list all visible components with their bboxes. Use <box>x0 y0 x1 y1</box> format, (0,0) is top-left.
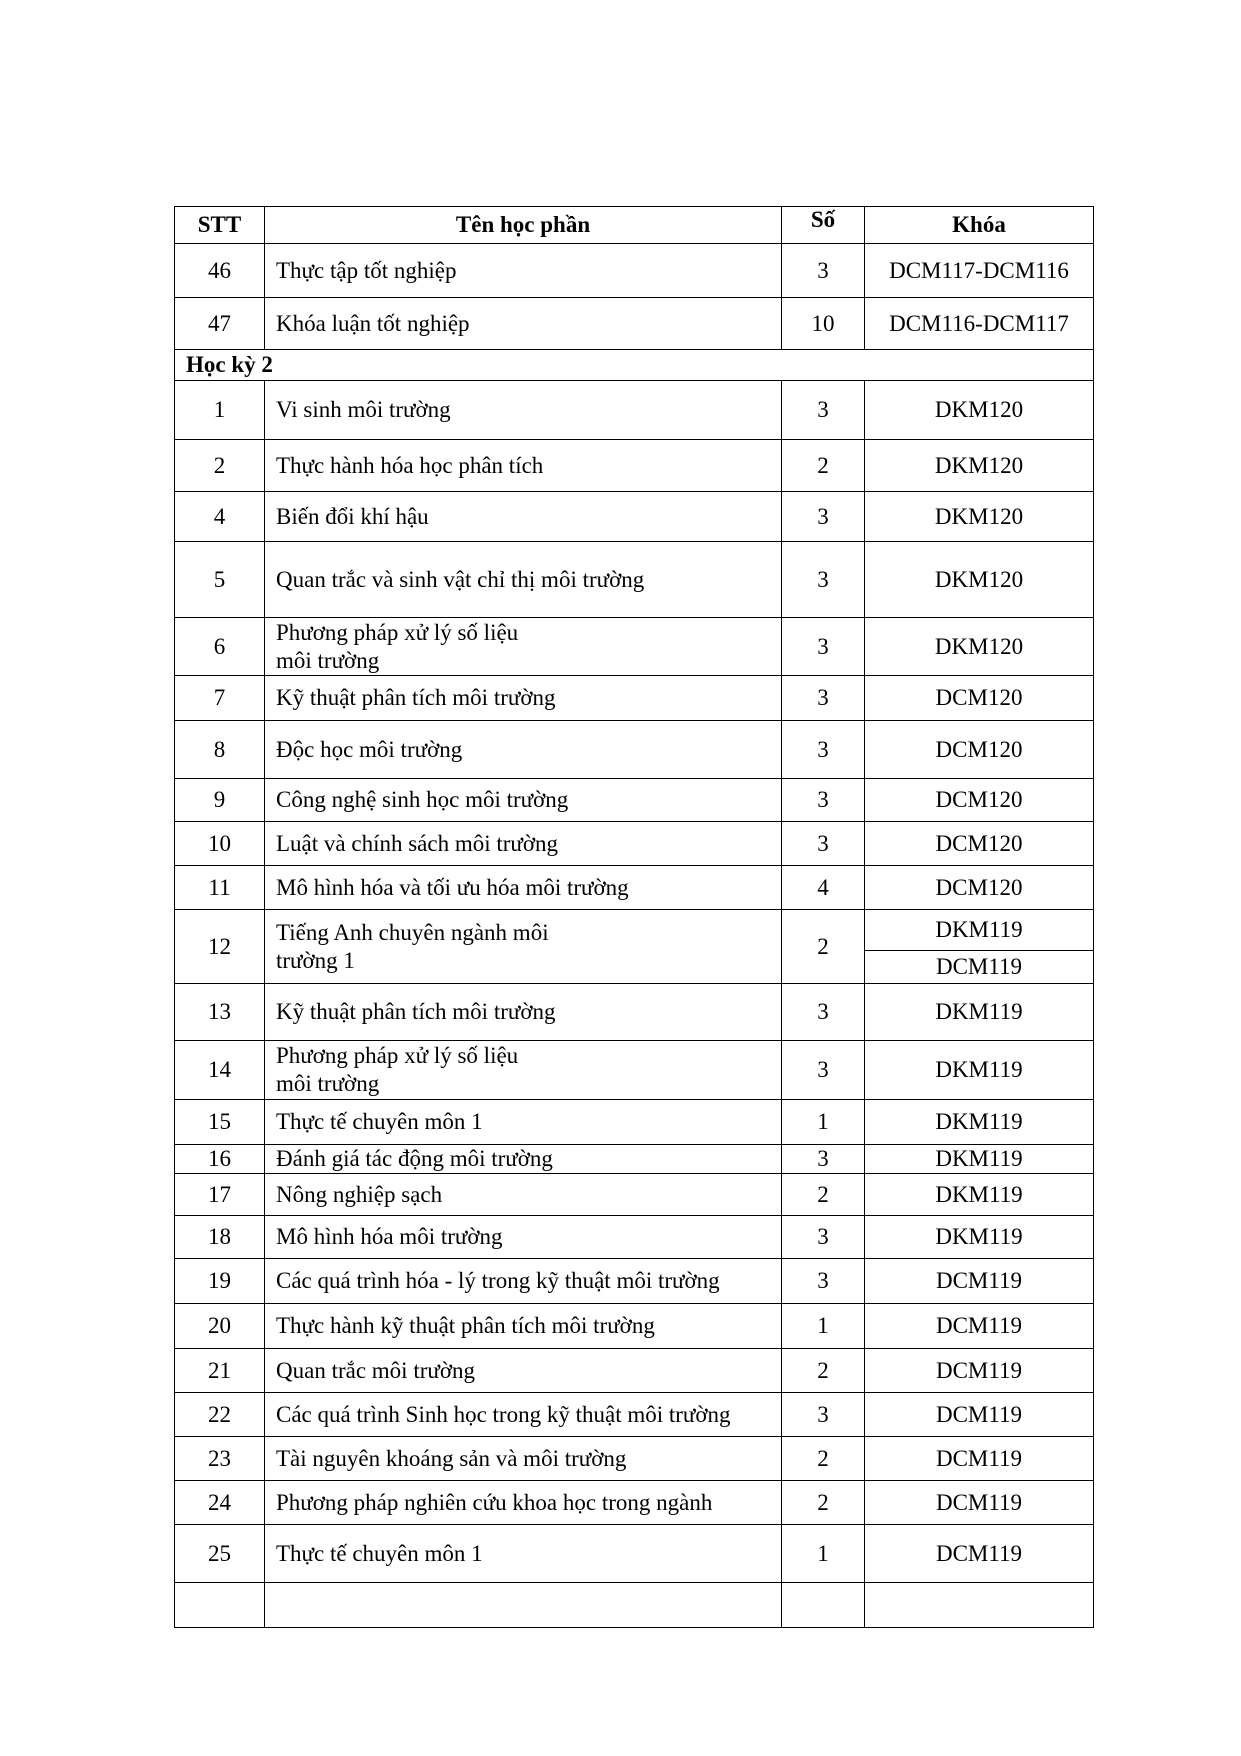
cell-so: 3 <box>782 822 865 866</box>
table-row <box>175 1437 1094 1481</box>
cell-so: 1 <box>782 1525 865 1583</box>
table-row <box>175 1481 1094 1525</box>
cell-name-line1: Thực tế chuyên môn 1 <box>276 1540 483 1566</box>
cell-khoa: DCM120 <box>865 866 1094 910</box>
cell-khoa: DKM119 <box>865 1216 1094 1259</box>
cell-name-line1: Phương pháp xử lý số liệu <box>276 619 519 645</box>
cell-name: Luật và chính sách môi trường <box>265 822 782 866</box>
cell-so: 3 <box>782 244 865 298</box>
cell-khoa: DKM120 <box>865 542 1094 618</box>
header-khoa: Khóa <box>865 207 1094 244</box>
table-row <box>175 1393 1094 1437</box>
cell-so: 1 <box>782 1100 865 1145</box>
cell-khoa <box>865 910 1094 984</box>
cell-name: Các quá trình Sinh học trong kỹ thuật môi trường <box>265 1393 782 1437</box>
cell-name: Kỹ thuật phân tích môi trường <box>265 984 782 1041</box>
cell-so: 3 <box>782 1259 865 1304</box>
cell-name-line2: trường 1 <box>276 947 355 973</box>
cell-name: Mô hình hóa và tối ưu hóa môi trường <box>265 866 782 910</box>
cell-so: 1 <box>782 1304 865 1349</box>
table-row <box>175 1145 1094 1174</box>
cell-so: 3 <box>782 618 865 676</box>
table-row <box>175 618 1094 676</box>
cell-name <box>265 910 782 984</box>
cell-so: 3 <box>782 1216 865 1259</box>
cell-stt: 46 <box>175 244 265 298</box>
cell-stt: 7 <box>175 676 265 721</box>
table-row <box>175 381 1094 440</box>
section-row <box>175 350 1094 381</box>
table-row <box>175 1041 1094 1100</box>
table-row <box>175 298 1094 350</box>
cell-stt: 12 <box>175 910 265 984</box>
cell-khoa: DCM120 <box>865 779 1094 822</box>
cell-stt: 18 <box>175 1216 265 1259</box>
table-row <box>175 542 1094 618</box>
cell-stt: 2 <box>175 440 265 492</box>
cell-so: 3 <box>782 381 865 440</box>
table-row <box>175 1583 1094 1628</box>
cell-name: Tài nguyên khoáng sản và môi trường <box>265 1437 782 1481</box>
cell-so: 3 <box>782 1145 865 1174</box>
cell-name-line2: môi trường <box>276 647 380 673</box>
cell-stt: 15 <box>175 1100 265 1145</box>
cell-stt: 17 <box>175 1174 265 1216</box>
table-row <box>175 1525 1094 1583</box>
table-row <box>175 866 1094 910</box>
cell-name: Độc học môi trường <box>265 721 782 779</box>
cell-khoa: DKM119 <box>865 1145 1094 1174</box>
header-stt: STT <box>175 207 265 244</box>
cell-stt: 6 <box>175 618 265 676</box>
cell-so <box>782 1583 865 1628</box>
cell-stt: 11 <box>175 866 265 910</box>
cell-stt: 47 <box>175 298 265 350</box>
cell-so: 3 <box>782 721 865 779</box>
cell-stt: 21 <box>175 1349 265 1393</box>
cell-khoa <box>865 1583 1094 1628</box>
cell-stt: 20 <box>175 1304 265 1349</box>
cell-name: Thực tế chuyên môn 1 <box>265 1100 782 1145</box>
cell-name: Biến đổi khí hậu <box>265 492 782 542</box>
cell-name-line1: Tiếng Anh chuyên ngành môi <box>276 919 549 945</box>
cell-name: Phương pháp nghiên cứu khoa học trong ngành <box>265 1481 782 1525</box>
cell-khoa-part2: DCM119 <box>865 950 1093 983</box>
cell-so: 2 <box>782 1437 865 1481</box>
cell-so: 2 <box>782 1349 865 1393</box>
cell-name: Thực hành kỹ thuật phân tích môi trường <box>265 1304 782 1349</box>
cell-name: Đánh giá tác động môi trường <box>265 1145 782 1174</box>
cell-so: 2 <box>782 440 865 492</box>
cell-name: Công nghệ sinh học môi trường <box>265 779 782 822</box>
cell-stt <box>175 1583 265 1628</box>
cell-name: Khóa luận tốt nghiệp <box>265 298 782 350</box>
cell-so: 3 <box>782 779 865 822</box>
cell-stt: 13 <box>175 984 265 1041</box>
cell-name: Các quá trình hóa - lý trong kỹ thuật môi trường <box>265 1259 782 1304</box>
cell-khoa: DKM120 <box>865 618 1094 676</box>
cell-name <box>265 1041 782 1100</box>
cell-so: 2 <box>782 1481 865 1525</box>
cell-khoa: DCM119 <box>865 1304 1094 1349</box>
cell-stt: 16 <box>175 1145 265 1174</box>
table-row <box>175 984 1094 1041</box>
cell-khoa: DCM116-DCM117 <box>865 298 1094 350</box>
header-row <box>175 207 1094 244</box>
table-row <box>175 822 1094 866</box>
cell-stt: 1 <box>175 381 265 440</box>
cell-khoa: DCM119 <box>865 1393 1094 1437</box>
cell-stt: 23 <box>175 1437 265 1481</box>
table-row <box>175 721 1094 779</box>
cell-so: 10 <box>782 298 865 350</box>
table-row <box>175 1100 1094 1145</box>
table-row <box>175 244 1094 298</box>
cell-khoa: DCM120 <box>865 676 1094 721</box>
table-row <box>175 492 1094 542</box>
cell-name-line2: môi trường <box>276 1071 380 1096</box>
cell-khoa-part1: DKM119 <box>935 917 1023 942</box>
table-row <box>175 910 1094 984</box>
cell-khoa: DCM119 <box>865 1259 1094 1304</box>
table-row <box>175 1349 1094 1393</box>
cell-so: 3 <box>782 1393 865 1437</box>
table-row <box>175 1174 1094 1216</box>
cell-name: Thực tập tốt nghiệp <box>265 244 782 298</box>
cell-so: 4 <box>782 866 865 910</box>
cell-stt: 4 <box>175 492 265 542</box>
cell-khoa: DCM119 <box>865 1349 1094 1393</box>
table-row <box>175 440 1094 492</box>
section-title: Học kỳ 2 <box>175 350 1094 381</box>
cell-khoa: DKM120 <box>865 381 1094 440</box>
cell-khoa: DKM120 <box>865 440 1094 492</box>
cell-so: 2 <box>782 1174 865 1216</box>
cell-name <box>265 618 782 676</box>
cell-khoa: DKM119 <box>865 1174 1094 1216</box>
cell-khoa: DCM120 <box>865 721 1094 779</box>
cell-name: Thực hành hóa học phân tích <box>265 440 782 492</box>
course-table <box>174 206 1094 1628</box>
table-row <box>175 1216 1094 1259</box>
cell-khoa: DKM119 <box>865 1100 1094 1145</box>
cell-stt: 22 <box>175 1393 265 1437</box>
table-row <box>175 1304 1094 1349</box>
cell-stt: 9 <box>175 779 265 822</box>
cell-name: Quan trắc môi trường <box>265 1349 782 1393</box>
cell-name <box>265 1583 782 1628</box>
cell-so: 2 <box>782 910 865 984</box>
cell-name: Quan trắc và sinh vật chỉ thị môi trường <box>265 542 782 618</box>
cell-khoa: DCM120 <box>865 822 1094 866</box>
cell-khoa: DCM117-DCM116 <box>865 244 1094 298</box>
cell-so: 3 <box>782 492 865 542</box>
cell-khoa: DCM119 <box>865 1525 1094 1583</box>
cell-so: 3 <box>782 542 865 618</box>
cell-name: Nông nghiệp sạch <box>265 1174 782 1216</box>
cell-so: 3 <box>782 676 865 721</box>
cell-name: Vi sinh môi trường <box>265 381 782 440</box>
cell-stt: 14 <box>175 1041 265 1100</box>
cell-so: 3 <box>782 1041 865 1100</box>
header-name: Tên học phần <box>265 207 782 244</box>
cell-stt: 5 <box>175 542 265 618</box>
cell-stt: 19 <box>175 1259 265 1304</box>
cell-name-line1: Phương pháp xử lý số liệu <box>276 1043 519 1068</box>
cell-stt: 24 <box>175 1481 265 1525</box>
cell-khoa: DCM119 <box>865 1481 1094 1525</box>
cell-khoa: DKM119 <box>865 1041 1094 1100</box>
cell-stt: 10 <box>175 822 265 866</box>
table-row <box>175 1259 1094 1304</box>
cell-name <box>265 1525 782 1583</box>
cell-so: 3 <box>782 984 865 1041</box>
cell-stt: 8 <box>175 721 265 779</box>
cell-name: Mô hình hóa môi trường <box>265 1216 782 1259</box>
cell-khoa: DKM119 <box>865 984 1094 1041</box>
header-so: Số <box>782 207 865 244</box>
table-row <box>175 676 1094 721</box>
cell-khoa: DKM120 <box>865 492 1094 542</box>
cell-name: Kỹ thuật phân tích môi trường <box>265 676 782 721</box>
cell-khoa: DCM119 <box>865 1437 1094 1481</box>
table-row <box>175 779 1094 822</box>
cell-stt: 25 <box>175 1525 265 1583</box>
